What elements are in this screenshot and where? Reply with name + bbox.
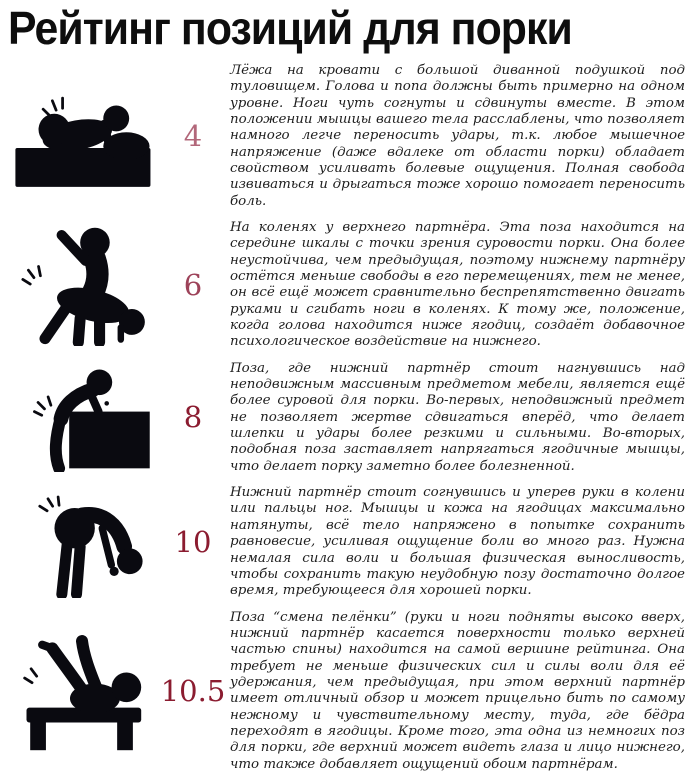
page-title: Рейтинг позиций для порки	[8, 2, 572, 54]
position-description: Поза “смена пелёнки” (руки и ноги подняты высоко вверх, нижний партнёр касается поверхности только верхней частью спины) находится на самой вершине рейтинга. Она требует не меньше физических сил и силы воли для её удержания, чем предыдущая, при этом верхний партнёр имеет отличный обзор и может прицельно бить по самому нежному и чувствительному месту, туда, где бёдра переходят в ягодицы. Кроме того, эта одна из немногих поз для порки, где верхний может видеть глаза и лицо нижнего, что также добавляет ощущений обоим партнёрам.	[230, 609, 685, 772]
bent-over-furniture-icon	[8, 364, 156, 472]
person-lying-on-bed-icon	[8, 80, 156, 192]
rating-row-2	[8, 220, 687, 351]
over-the-knee-icon	[8, 224, 156, 346]
position-icon-cell	[8, 364, 156, 472]
rating-row-4	[8, 485, 687, 599]
position-description: Нижний партнёр стоит согнувшись и уперев руки в колени или пальцы ног. Мышцы и кожа на ягодицах максимально натянуты, всё тело напряжено в попытке сохранить равновесие, усиливая ощущение боли во много раз. Нужна немалая сила воли и большая физическая выносливость, чтобы сохранить такую неудобную позу достаточно долгое время, требующееся для хорошей порки.	[230, 485, 685, 599]
rating-value: 4	[183, 118, 203, 153]
position-icon-cell	[8, 224, 156, 346]
rating-value: 10	[174, 524, 212, 559]
position-icon-cell	[8, 80, 156, 192]
position-icon-cell	[8, 631, 156, 751]
position-icon-cell	[8, 486, 156, 598]
position-description: Поза, где нижний партнёр стоит нагнувшись над неподвижным массивным предметом мебели, является ещё более суровой для порки. Во-первых, неподвижный предмет не позволяет жертве сдвигаться вперёд, что делает шлепки и удары более резкими и сильными. Во-вторых, подобная поза заставляет напрягаться ягодичные мышцы, что делает порку заметно более болезненной.	[230, 360, 685, 474]
rating-row-5	[8, 610, 687, 773]
rating-row-1	[8, 63, 687, 210]
rating-value: 10.5	[160, 673, 226, 708]
rating-value: 8	[183, 400, 203, 435]
standing-bent-over-icon	[8, 486, 156, 598]
rating-row-3	[8, 361, 687, 475]
position-description: На коленях у верхнего партнёра. Эта поза находится на середине шкалы с точки зрения суровости порки. Она более неустойчива, чем предыдущая, поэтому нижнему партнёру остётся меньше свободы в его перемещениях, тем не менее, он всё ещё может сравнительно беспрепятственно двигать руками и сгибать ноги в коленях. К тому же, положение, когда голова находится ниже ягодиц, создаёт добавочное психологическое воздействие на нижнего.	[230, 219, 685, 350]
rating-value: 6	[183, 267, 203, 302]
legs-raised-on-bench-icon	[8, 631, 156, 751]
position-description: Лёжа на кровати с большой диванной подушкой под туловищем. Голова и попа должны быть примерно на одном уровне. Ноги чуть согнуты и сдвинуты вместе. В этом положении мышцы вашего тела расслаблены, что позволяет намного легче переносить удары, т.к. любое мышечное напряжение (даже вдалеке от области порки) обладает свойством усиливать болевые ощущения. Полная свобода извиваться и дрыгаться тоже хорошо помогает переносить боль.	[230, 62, 685, 209]
